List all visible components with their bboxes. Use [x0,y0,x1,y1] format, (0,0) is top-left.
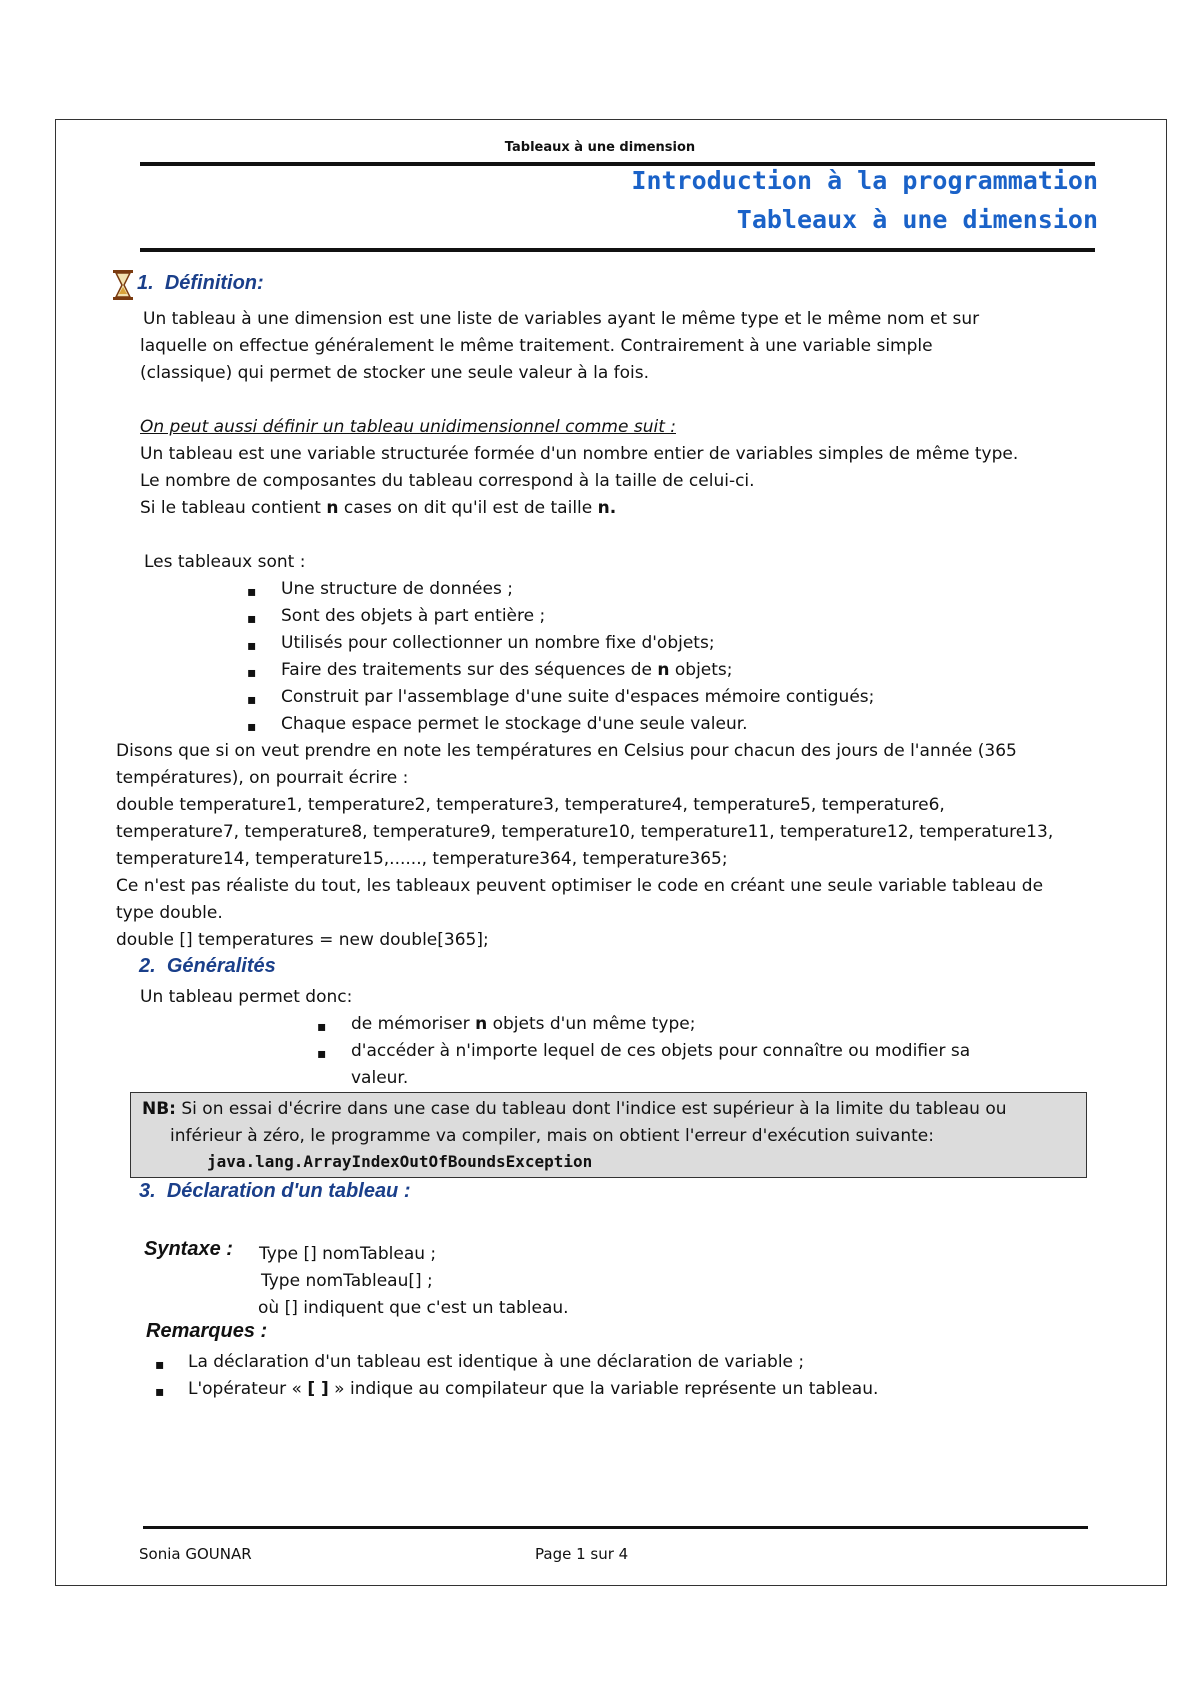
list-item-4 [281,657,733,684]
example-line-7: type double. [116,903,223,923]
bullet-icon: ▪ [317,1019,327,1035]
section2-heading [139,955,276,978]
section2-item-1 [351,1011,695,1038]
section3-number: 3. [139,1180,156,1202]
definition-line-1: Un tableau à une dimension est une liste de variables ayant le même type et le même nom et sur [143,309,980,329]
section2-item-2-line-1: d'accéder à n'importe lequel de ces objets pour connaître ou modifier sa [351,1041,971,1061]
syntax-line-1: Type [] nomTableau ; [259,1244,437,1264]
bullet-icon: ▪ [247,665,257,681]
example-line-5: temperature14, temperature15,......, temperature364, temperature365; [116,849,728,869]
page-title-line2: Tableaux à une dimension [736,205,1098,234]
bullet-icon: ▪ [247,584,257,600]
size-definition-line [140,495,616,522]
syntax-line-2: Type nomTableau[] ; [261,1271,433,1291]
nb-line-2: inférieur à zéro, le programme va compiler, mais on obtient l'erreur d'exécution suivante: [170,1126,934,1146]
remark-2-text: L'opérateur « [188,1379,308,1399]
alt-definition-line-1: Un tableau est une variable structurée formée d'un nombre entier de variables simples de même type. [140,444,1019,464]
page-title-line1: Introduction à la programmation [631,166,1098,195]
bullet-icon: ▪ [317,1046,327,1062]
footer-rule [143,1526,1088,1529]
section2-item-1-bold: n [475,1014,488,1034]
syntax-label: Syntaxe : [144,1238,233,1260]
section3-title: Déclaration d'un tableau : [166,1180,411,1202]
section2-title: Généralités [166,955,276,977]
section3-heading [139,1180,411,1203]
footer-author: Sonia GOUNAR [139,1545,252,1563]
title-rule [140,248,1095,252]
list-item-6: Chaque espace permet le stockage d'une seule valeur. [281,714,748,734]
list-item-2: Sont des objets à part entière ; [281,606,546,626]
list-item-1: Une structure de données ; [281,579,513,599]
example-line-1: Disons que si on veut prendre en note les températures en Celsius pour chacun des jours de l'année (365 [116,741,1017,761]
list-item-4-text: Faire des traitements sur des séquences de [281,660,658,680]
size-text-2: cases on dit qu'il est de taille [338,498,598,518]
nb-exception-name: java.lang.ArrayIndexOutOfBoundsException [207,1152,593,1171]
footer-page-number: Page 1 sur 4 [535,1545,629,1563]
list-item-3: Utilisés pour collectionner un nombre fixe d'objets; [281,633,715,653]
running-header: Tableaux à une dimension [504,140,696,155]
syntax-line-3: où [] indiquent que c'est un tableau. [258,1298,569,1318]
bullet-icon: ▪ [247,719,257,735]
example-line-3: double temperature1, temperature2, temperature3, temperature4, temperature5, temperature6, [116,795,945,815]
definition-line-3: (classique) qui permet de stocker une seule valeur à la fois. [140,363,650,383]
nb-text-1: Si on essai d'écrire dans une case du tableau dont l'indice est supérieur à la limite du tableau ou [175,1099,1007,1119]
bullet-icon: ▪ [155,1384,165,1400]
alt-definition-line-2: Le nombre de composantes du tableau correspond à la taille de celui-ci. [140,471,755,491]
alt-definition-heading: On peut aussi définir un tableau unidimensionnel comme suit : [140,417,676,437]
list-intro: Les tableaux sont : [144,552,306,572]
size-n2-bold: n. [597,498,617,518]
section1-title: Définition: [164,272,264,294]
list-item-5: Construit par l'assemblage d'une suite d'espaces mémoire contigués; [281,687,875,707]
example-line-6: Ce n'est pas réaliste du tout, les tableaux peuvent optimiser le code en créant une seule variable tableau de [116,876,1044,896]
bullet-icon: ▪ [247,692,257,708]
list-item-4-tail: objets; [669,660,733,680]
definition-line-2: laquelle on effectue généralement le même traitement. Contrairement à une variable simple [140,336,933,356]
remark-2-bold: [ ] [307,1379,329,1399]
section2-number: 2. [139,955,156,977]
section2-item-2-line-2: valeur. [351,1068,409,1088]
section2-item-1-text: de mémoriser [351,1014,476,1034]
remark-1: La déclaration d'un tableau est identique à une déclaration de variable ; [188,1352,805,1372]
bullet-icon: ▪ [155,1357,165,1373]
size-n-bold: n [326,498,339,518]
remark-2 [188,1376,878,1403]
section1-heading [137,272,264,295]
size-text-1: Si le tableau contient [140,498,327,518]
example-line-8: double [] temperatures = new double[365]; [116,930,489,950]
remark-2-tail: » indique au compilateur que la variable représente un tableau. [328,1379,879,1399]
bullet-icon: ▪ [247,611,257,627]
section2-intro: Un tableau permet donc: [140,987,353,1007]
bullet-icon: ▪ [247,638,257,654]
example-line-2: températures), on pourrait écrire : [116,768,409,788]
example-line-4: temperature7, temperature8, temperature9, temperature10, temperature11, temperature12, temperature13, [116,822,1054,842]
hourglass-icon [112,270,134,300]
nb-label: NB: [142,1099,176,1119]
nb-line-1 [142,1096,1007,1123]
section1-number: 1. [137,272,154,294]
section2-item-1-tail: objets d'un même type; [487,1014,696,1034]
list-item-4-bold: n [657,660,670,680]
remarks-label: Remarques : [146,1320,268,1342]
